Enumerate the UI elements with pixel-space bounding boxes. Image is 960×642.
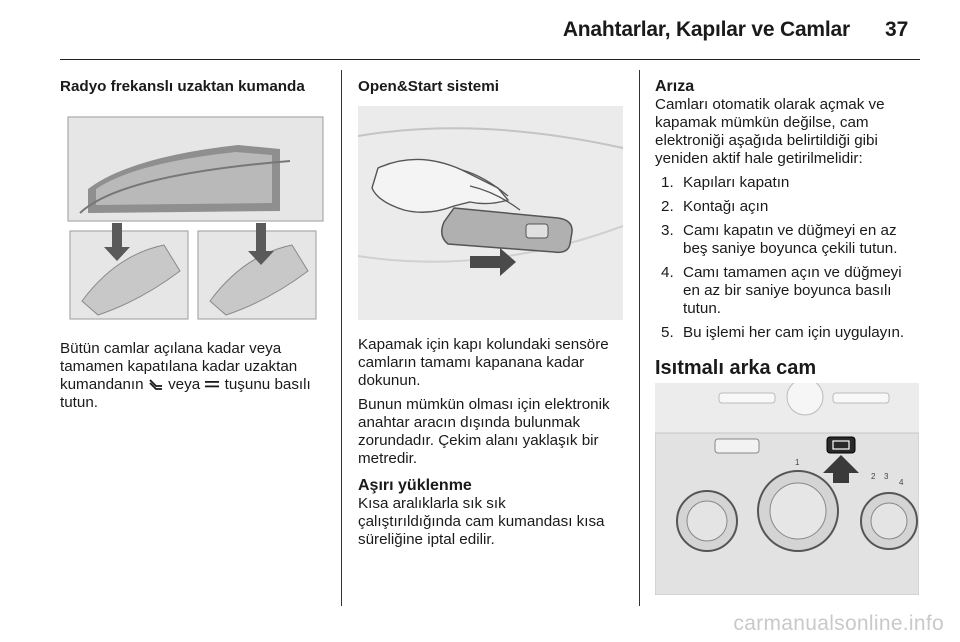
page-header-title: Anahtarlar, Kapılar ve Camlar <box>562 18 850 41</box>
heated-rear-window-button[interactable] <box>827 437 855 453</box>
watermark: carmanualsonline.info <box>733 612 944 635</box>
remote-control-illustration <box>60 105 330 327</box>
remote-control-text: Bütün camlar açılana kadar veya tamamen kapatılana kadar uzaktan kumandanın veya tuşunu basılı tutun. <box>60 340 311 411</box>
handle-sensor <box>526 224 548 238</box>
dial-mark: 3 <box>884 472 889 481</box>
heated-rear-window-heading: Isıtmalı arka cam <box>655 357 817 379</box>
malfunction-heading: Arıza <box>655 78 695 95</box>
right-column <box>655 78 923 595</box>
close-windows-text: Kapamak için kapı kolundaki sensöre camların tamamı kapanana kadar dokunun. <box>358 336 609 389</box>
left-column <box>60 78 332 412</box>
overload-text: Kısa aralıklarla sık sık çalıştırıldığında cam kumandası kısa süreliğine iptal edilir. <box>358 495 605 548</box>
open-start-heading: Open&Start sistemi <box>358 78 499 95</box>
middle-column <box>358 78 630 549</box>
climate-panel-illustration <box>655 383 919 595</box>
list-item: 2. Kontağı açın <box>661 198 769 215</box>
door-handle-illustration <box>358 106 623 320</box>
unlock-icon <box>148 378 164 390</box>
list-item: 4. Camı tamamen açın ve düğmeyi en az bir saniye boyunca basılı tutun. <box>661 264 902 317</box>
reset-steps-list <box>655 174 923 342</box>
electronic-key-text: Bunun mümkün olması için elektronik anahtar aracın dışında bulunmak zorundadır. Çekim alanı yaklaşık bir metredir. <box>358 396 610 467</box>
column-divider-1 <box>341 70 342 606</box>
list-item: 3. Camı kapatın ve düğmeyi en az beş saniye boyunca çekili tutun. <box>661 222 898 257</box>
header-divider <box>60 59 920 60</box>
remote-control-heading: Radyo frekanslı uzaktan kumanda <box>60 78 305 95</box>
overload-heading: Aşırı yüklenme <box>358 477 472 494</box>
list-item: 5. Bu işlemi her cam için uygulayın. <box>661 324 905 341</box>
dial-mark: 1 <box>795 458 800 467</box>
lock-icon <box>204 378 220 390</box>
list-item: 1. Kapıları kapatın <box>661 174 790 191</box>
page-number: 37 <box>885 18 909 41</box>
malfunction-intro: Camları otomatik olarak açmak ve kapamak mümkün değilse, cam elektroniği aşağıda belirtildiği gibi yeniden aktif hale getirilmelidir: <box>655 96 885 167</box>
dial-mark: 4 <box>899 478 904 487</box>
ac-button[interactable] <box>715 439 759 453</box>
column-divider-2 <box>639 70 640 606</box>
dial-mark: 2 <box>871 472 876 481</box>
